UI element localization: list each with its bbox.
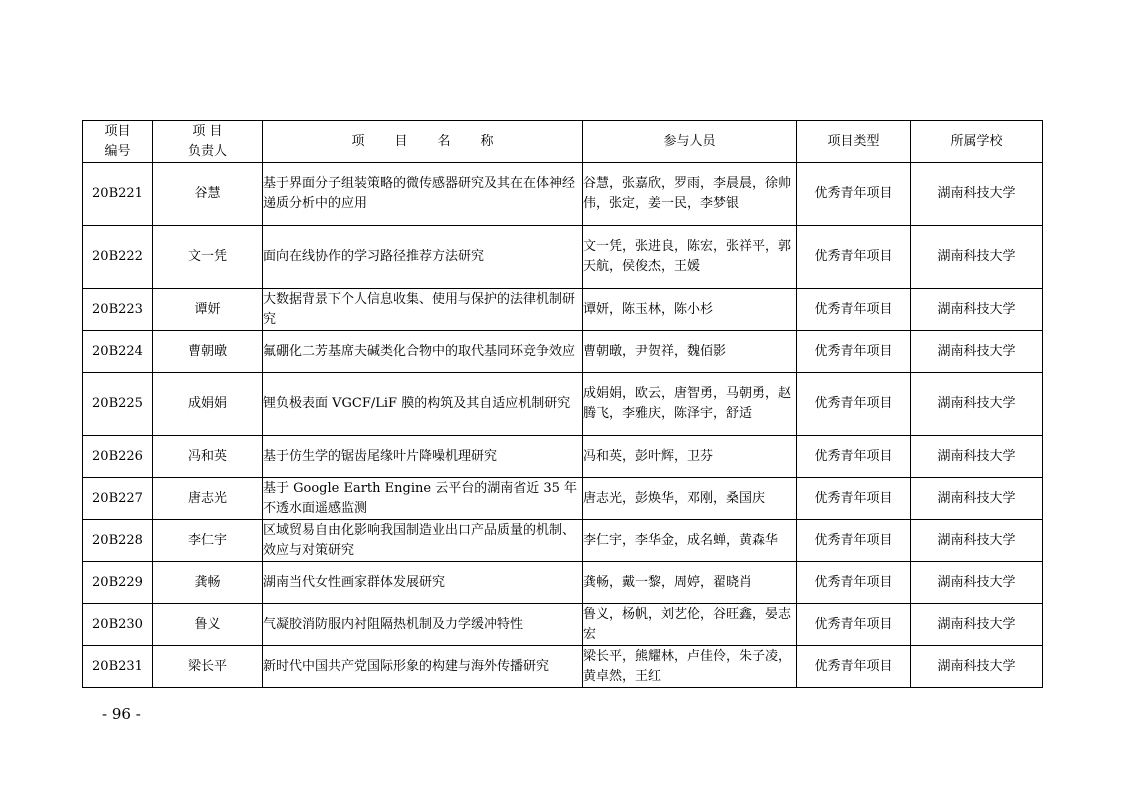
- cell-school: 湖南科技大学: [911, 562, 1043, 604]
- cell-members: 唐志光，彭焕华，邓刚，桑国庆: [583, 478, 797, 520]
- cell-code: 20B224: [83, 331, 153, 373]
- table-row: [83, 373, 1043, 436]
- header-leader-line2: 负责人: [187, 143, 227, 159]
- cell-name: 大数据背景下个人信息收集、使用与保护的法律机制研究: [263, 289, 583, 331]
- cell-type: 优秀青年项目: [797, 520, 911, 562]
- cell-code: 20B225: [83, 373, 153, 436]
- cell-school: 湖南科技大学: [911, 226, 1043, 289]
- table-row: [83, 562, 1043, 604]
- header-type: 项目类型: [797, 121, 911, 163]
- cell-name: 锂负极表面 VGCF/LiF 膜的构筑及其自适应机制研究: [263, 373, 583, 436]
- cell-name: 气凝胶消防服内衬阻隔热机制及力学缓冲特性: [263, 604, 583, 646]
- cell-name: 新时代中国共产党国际形象的构建与海外传播研究: [263, 646, 583, 688]
- cell-school: 湖南科技大学: [911, 478, 1043, 520]
- cell-code: 20B229: [83, 562, 153, 604]
- cell-type: 优秀青年项目: [797, 562, 911, 604]
- table-row: [83, 289, 1043, 331]
- cell-leader: 谭妍: [153, 289, 263, 331]
- cell-name: 基于界面分子组装策略的微传感器研究及其在在体神经递质分析中的应用: [263, 163, 583, 226]
- cell-name: 基于仿生学的锯齿尾缘叶片降噪机理研究: [263, 436, 583, 478]
- cell-code: 20B226: [83, 436, 153, 478]
- cell-members: 文一凭，张进良，陈宏，张祥平，郭天航，侯俊杰，王媛: [583, 226, 797, 289]
- cell-leader: 李仁宇: [153, 520, 263, 562]
- header-code: [83, 121, 153, 163]
- cell-school: 湖南科技大学: [911, 520, 1043, 562]
- cell-school: 湖南科技大学: [911, 331, 1043, 373]
- header-school: 所属学校: [911, 121, 1043, 163]
- cell-members: 谷慧，张嘉欣，罗雨，李晨晨，徐帅伟，张定，姜一民，李梦银: [583, 163, 797, 226]
- cell-members: 冯和英，彭叶辉，卫芬: [583, 436, 797, 478]
- cell-members: 曹朝暾，尹贺祥，魏佰影: [583, 331, 797, 373]
- cell-type: 优秀青年项目: [797, 289, 911, 331]
- cell-name: 湖南当代女性画家群体发展研究: [263, 562, 583, 604]
- cell-members: 鲁义，杨帆，刘艺伦，谷旺鑫，晏志宏: [583, 604, 797, 646]
- table-header-row: [83, 121, 1043, 163]
- page-number: - 96 -: [102, 705, 141, 723]
- table-row: [83, 604, 1043, 646]
- table-row: [83, 646, 1043, 688]
- table-row: [83, 331, 1043, 373]
- cell-name: 面向在线协作的学习路径推荐方法研究: [263, 226, 583, 289]
- cell-leader: 成娟娟: [153, 373, 263, 436]
- header-members: 参与人员: [583, 121, 797, 163]
- cell-leader: 唐志光: [153, 478, 263, 520]
- cell-name: 氟硼化二芳基席夫碱类化合物中的取代基同环竞争效应: [263, 331, 583, 373]
- table-row: [83, 478, 1043, 520]
- header-name: [263, 121, 583, 163]
- cell-leader: 龚畅: [153, 562, 263, 604]
- cell-school: 湖南科技大学: [911, 604, 1043, 646]
- cell-code: 20B223: [83, 289, 153, 331]
- header-code-line2: 编号: [104, 143, 131, 159]
- cell-members: 梁长平，熊耀林，卢佳伶，朱子凌，黄卓然，王红: [583, 646, 797, 688]
- cell-type: 优秀青年项目: [797, 373, 911, 436]
- table-row: [83, 520, 1043, 562]
- cell-leader: 鲁义: [153, 604, 263, 646]
- cell-type: 优秀青年项目: [797, 331, 911, 373]
- cell-leader: 梁长平: [153, 646, 263, 688]
- cell-school: 湖南科技大学: [911, 646, 1043, 688]
- table-row: [83, 163, 1043, 226]
- cell-code: 20B221: [83, 163, 153, 226]
- cell-type: 优秀青年项目: [797, 604, 911, 646]
- cell-leader: 冯和英: [153, 436, 263, 478]
- cell-type: 优秀青年项目: [797, 436, 911, 478]
- cell-type: 优秀青年项目: [797, 163, 911, 226]
- cell-type: 优秀青年项目: [797, 646, 911, 688]
- project-table: [82, 120, 1043, 688]
- cell-code: 20B222: [83, 226, 153, 289]
- header-code-line1: 项目: [104, 123, 131, 139]
- cell-leader: 谷慧: [153, 163, 263, 226]
- cell-code: 20B228: [83, 520, 153, 562]
- cell-type: 优秀青年项目: [797, 478, 911, 520]
- cell-members: 谭妍，陈玉林，陈小杉: [583, 289, 797, 331]
- cell-school: 湖南科技大学: [911, 373, 1043, 436]
- cell-leader: 曹朝暾: [153, 331, 263, 373]
- cell-school: 湖南科技大学: [911, 289, 1043, 331]
- cell-school: 湖南科技大学: [911, 163, 1043, 226]
- cell-leader: 文一凭: [153, 226, 263, 289]
- cell-code: 20B231: [83, 646, 153, 688]
- cell-name: 基于 Google Earth Engine 云平台的湖南省近 35 年不透水面遥感监测: [263, 478, 583, 520]
- cell-type: 优秀青年项目: [797, 226, 911, 289]
- cell-code: 20B227: [83, 478, 153, 520]
- header-leader: [153, 121, 263, 163]
- cell-members: 李仁宇，李华金，成名蝉，黄森华: [583, 520, 797, 562]
- header-leader-line1: 项 目: [192, 123, 223, 139]
- cell-school: 湖南科技大学: [911, 436, 1043, 478]
- cell-members: 成娟娟，欧云，唐智勇，马朝勇，赵腾飞，李雅庆，陈泽宇，舒适: [583, 373, 797, 436]
- cell-code: 20B230: [83, 604, 153, 646]
- cell-name: 区域贸易自由化影响我国制造业出口产品质量的机制、效应与对策研究: [263, 520, 583, 562]
- cell-members: 龚畅，戴一黎，周婷，翟晓肖: [583, 562, 797, 604]
- table-row: [83, 436, 1043, 478]
- header-name-label: 项目名称: [351, 133, 524, 149]
- table-row: [83, 226, 1043, 289]
